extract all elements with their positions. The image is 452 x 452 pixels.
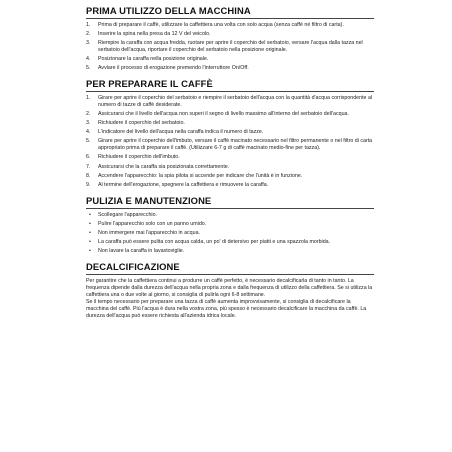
bullet-marker: • bbox=[89, 220, 91, 227]
ordered-list bbox=[86, 95, 374, 188]
item-number: 4. bbox=[86, 129, 91, 136]
item-text: Prima di preparare il caffè, utilizzare la caffettiera una volta con solo acqua (senza caffè né filtro di carta). bbox=[98, 22, 344, 28]
item-text: Girare per aprire il coperchio del serbatoio e riempire il serbatoio dell'acqua con la quantità d'acqua corrispondente al numero di tazze di caffè desiderate. bbox=[98, 95, 373, 109]
list-item bbox=[86, 65, 374, 72]
list-item bbox=[86, 248, 374, 255]
item-number: 2. bbox=[86, 31, 91, 38]
item-text: Avviare il processo di erogazione premendo l'interruttore On/Off. bbox=[98, 65, 249, 72]
item-number: 8. bbox=[86, 172, 91, 179]
bullet-list bbox=[86, 212, 374, 255]
list-item bbox=[86, 154, 374, 161]
list-item bbox=[86, 111, 374, 118]
list-item bbox=[86, 212, 374, 219]
list-item bbox=[86, 164, 374, 171]
section-first-use bbox=[86, 5, 374, 72]
section-heading: PRIMA UTILIZZO DELLA MACCHINA bbox=[86, 5, 374, 19]
bullet-marker: • bbox=[89, 229, 91, 236]
section-prepare-coffee bbox=[86, 78, 374, 188]
item-text: Posizionare la caraffa nella posizione originale. bbox=[98, 56, 209, 63]
item-number: 9. bbox=[86, 181, 91, 188]
item-text: Richiudere il coperchio dell'imbuto. bbox=[98, 154, 180, 161]
list-item bbox=[86, 120, 374, 127]
list-item bbox=[86, 239, 374, 246]
item-text: L'indicatore del livello dell'acqua nella caraffa indica il numero di tazze. bbox=[98, 129, 264, 136]
item-number: 1. bbox=[86, 22, 91, 28]
ordered-list bbox=[86, 22, 374, 72]
bullet-marker: • bbox=[89, 248, 91, 255]
item-number: 4. bbox=[86, 56, 91, 63]
item-text: La caraffa può essere pulita con acqua calda, un po' di detersivo per piatti e una spazzola morbida. bbox=[98, 238, 331, 245]
item-text: Al termine dell'erogazione, spegnere la caffettiera e rimuovere la caraffa. bbox=[98, 181, 269, 188]
item-text: Girare per aprire il coperchio dell'imbuto, versare il caffè macinato necessario nel filtro permanente o nel filtro di carta appropriato prima di preparare il caffè. (Utilizzare 6-7 g di caffè macinato medio-fine per tazza). bbox=[98, 138, 373, 152]
item-text: Scollegare l'apparecchio. bbox=[98, 211, 158, 218]
item-text: Non lavare la caraffa in lavastoviglie. bbox=[98, 248, 185, 255]
item-number: 2. bbox=[86, 111, 91, 118]
section-heading: PER PREPARARE IL CAFFÈ bbox=[86, 78, 374, 92]
list-item bbox=[86, 173, 374, 180]
item-number: 3. bbox=[86, 40, 91, 47]
section-cleaning bbox=[86, 195, 374, 255]
section-heading: PULIZIA E MANUTENZIONE bbox=[86, 195, 374, 209]
item-text: Inserire la spina nella presa da 12 V del veicolo. bbox=[98, 31, 211, 38]
list-item bbox=[86, 40, 374, 54]
list-item bbox=[86, 31, 374, 38]
bullet-marker: • bbox=[89, 211, 91, 218]
item-text: Accendere l'apparecchio: la spia pilota si accende per indicare che l'unità è in funzione. bbox=[98, 172, 303, 179]
item-text: Assicurarsi che il livello dell'acqua non superi il segno di livello massimo all'interno del serbatoio dell'acqua. bbox=[98, 111, 349, 118]
list-item bbox=[86, 230, 374, 237]
item-number: 5. bbox=[86, 65, 91, 72]
item-text: Richiudere il coperchio del serbatoio. bbox=[98, 120, 185, 127]
item-number: 1. bbox=[86, 95, 91, 102]
list-item bbox=[86, 95, 374, 109]
item-text: Pulire l'apparecchio solo con un panno umido. bbox=[98, 220, 207, 227]
item-number: 6. bbox=[86, 154, 91, 161]
section-heading: DECALCIFICAZIONE bbox=[86, 261, 374, 275]
bullet-marker: • bbox=[89, 238, 91, 245]
section-descaling bbox=[86, 261, 374, 320]
paragraph: Per garantire che la caffettiera continui a produrre un caffè perfetto, è necessario decalcificarla di tanto in tanto. La frequenza dipende dalla durezza dell'acqua nella propria zona e dalla frequenza di utilizzo della caffettiera. Se si utilizza la caffettiera una o due volte al giorno, si consiglia di pulirla ogni 6-8 settimane. bbox=[86, 277, 373, 298]
item-number: 5. bbox=[86, 138, 91, 145]
list-item bbox=[86, 138, 374, 152]
list-item bbox=[86, 182, 374, 189]
list-item bbox=[86, 129, 374, 136]
item-number: 3. bbox=[86, 120, 91, 127]
list-item bbox=[86, 56, 374, 63]
item-text: Non immergere mai l'apparecchio in acqua. bbox=[98, 229, 200, 236]
list-item bbox=[86, 22, 374, 29]
manual-page bbox=[86, 5, 374, 326]
list-item bbox=[86, 221, 374, 228]
paragraph: Se il tempo necessario per preparare una tazza di caffè aumenta improvvisamente, si consiglia di decalcificare la macchina del caffè. Più l'acqua è dura nella vostra zona, più spesso è necessario decalcificare la macchina da caffè. La durezza dell'acqua può essere richiesta all'azienda idrica locale. bbox=[86, 299, 367, 319]
item-text: Assicurarsi che la caraffa sia posizionata correttamente. bbox=[98, 163, 230, 170]
item-text: Riempire la caraffa con acqua fredda, ruotare per aprire il coperchio del serbatoio, versare l'acqua dalla tazza nel serbatoio dell'acqua, riportare il coperchio del serbatoio nella posizione originale. bbox=[98, 40, 363, 54]
item-number: 7. bbox=[86, 163, 91, 170]
